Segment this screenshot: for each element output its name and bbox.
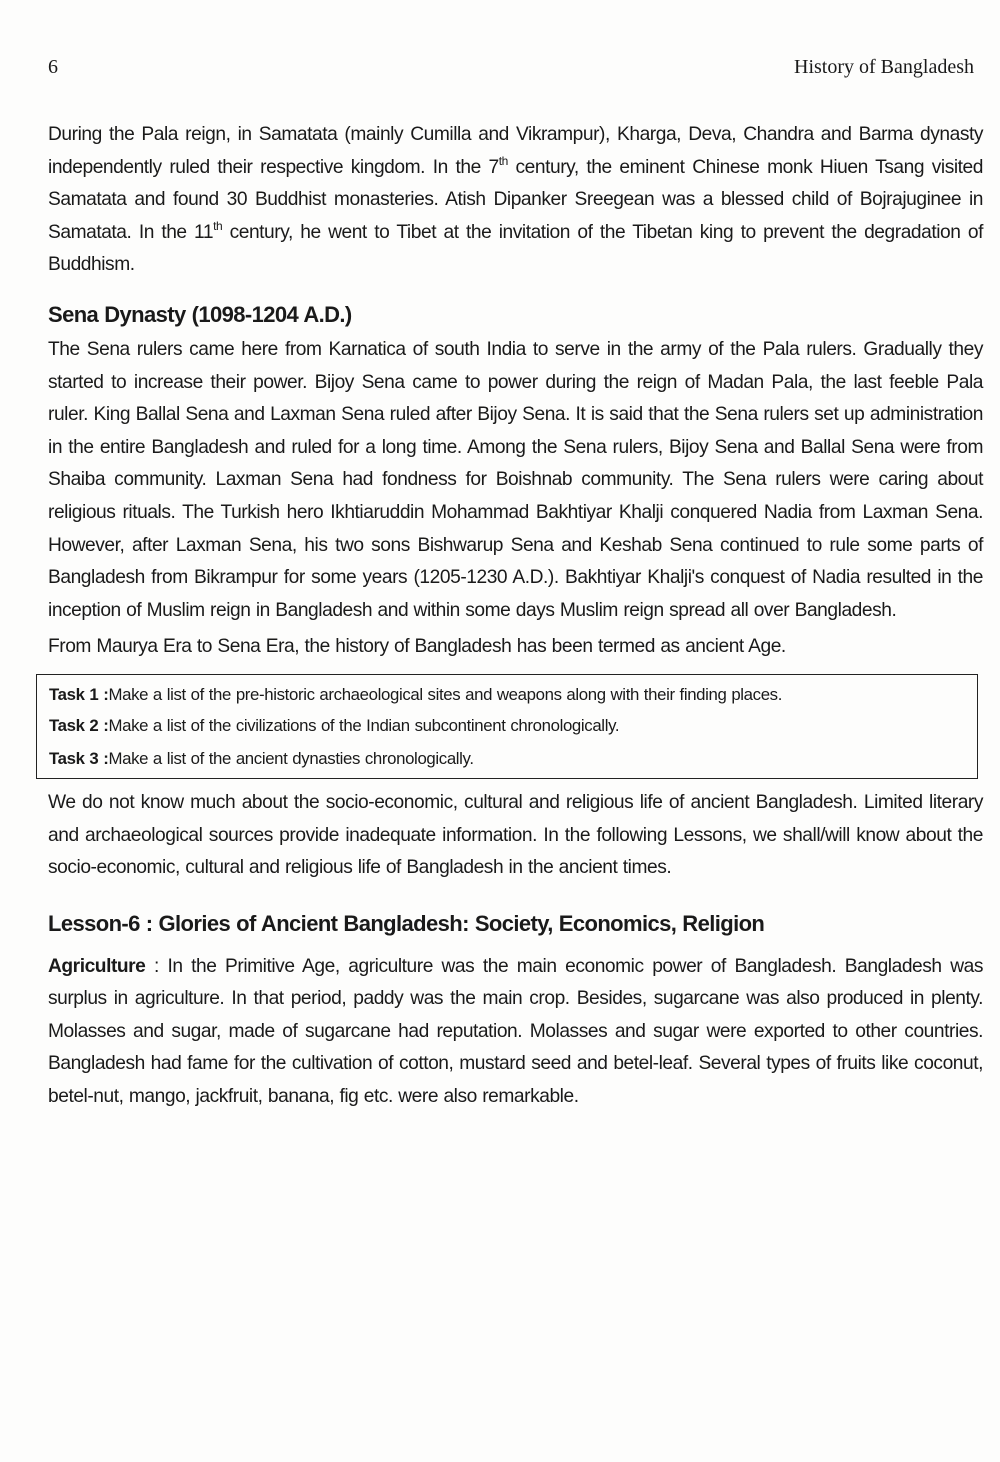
task-text: Make a list of the pre-historic archaeological sites and weapons along with their finding places.: [108, 684, 783, 704]
page-number: 6: [48, 55, 58, 78]
ancient-age-paragraph: From Maurya Era to Sena Era, the history of Bangladesh has been termed as ancient Age.: [48, 636, 786, 658]
page-body: [48, 119, 983, 1114]
socio-economic-intro-paragraph: We do not know much about the socio-economic, cultural and religious life of ancient Bangladesh. Limited literary and archaeological sources provide inadequate information. In the following Lessons, we shall/will know about the socio-economic, cultural and religious life of Bangladesh in the ancient times.: [48, 791, 983, 879]
task-box: [36, 674, 978, 779]
agriculture-paragraph: Agriculture : In the Primitive Age, agriculture was the main economic power of Bangladesh. Bangladesh was surplus in agriculture. In that period, paddy was the main crop. Besides, sugarcane was also produced in plenty. Molasses and sugar, made of sugarcane had reputation. Molasses and sugar were exported to other countries. Bangladesh had fame for the cultivation of cotton, mustard seed and betel-leaf. Several types of fruits like coconut, betel-nut, mango, jackfruit, banana, fig etc. were also remarkable.: [48, 955, 983, 1108]
lesson-heading: Lesson-6 : Glories of Ancient Bangladesh: Society, Economics, Religion: [48, 910, 765, 936]
task-item: [49, 743, 971, 774]
task-text: Make a list of the ancient dynasties chronologically.: [108, 748, 474, 768]
running-header: [48, 52, 974, 82]
task-text: Make a list of the civilizations of the Indian subcontinent chronologically.: [108, 715, 620, 735]
sena-dynasty-paragraph: The Sena rulers came here from Karnatica of south India to serve in the army of the Pala rulers. Gradually they started to increase their power. Bijoy Sena came to power during the reign of Madan Pala, the last feeble Pala ruler. King Ballal Sena and Laxman Sena ruled after Bijoy Sena. It is said that the Sena rulers set up administration in the entire Bangladesh and ruled for a long time. Among the Sena rulers, Bijoy Sena and Ballal Sena were from Shaiba community. Laxman Sena had fondness for Boishnab community. The Sena rulers were caring about religious rituals. The Turkish hero Ikhtiaruddin Mohammad Bakhtiyar Khalji conquered Nadia from Laxman Sena. However, after Laxman Sena, his two sons Bishwarup Sena and Keshab Sena continued to rule some parts of Bangladesh from Bikrampur for some years (1205-1230 A.D.). Bakhtiyar Khalji's conquest of Nadia resulted in the inception of Muslim reign in Bangladesh and within some days Muslim reign spread all over Bangladesh.: [48, 338, 983, 621]
task-label: Task 2 :: [49, 715, 109, 735]
task-item: [49, 679, 971, 710]
task-label: Task 1 :: [49, 684, 109, 704]
book-title: History of Bangladesh: [794, 55, 974, 78]
task-label: Task 3 :: [49, 748, 109, 768]
pala-samatata-paragraph: During the Pala reign, in Samatata (mainly Cumilla and Vikrampur), Kharga, Deva, Chandra and Barma dynasty independently ruled their respective kingdom. In the 7th century, the eminent Chinese monk Hiuen Tsang visited Samatata and found 30 Buddhist monasteries. Atish Dipanker Sreegean was a blessed child of Bojrajuginee in Samatata. In the 11th century, he went to Tibet at the invitation of the Tibetan king to prevent the degradation of Buddhism.: [48, 124, 983, 276]
section-heading-sena-dynasty: Sena Dynasty (1098-1204 A.D.): [48, 301, 352, 327]
agriculture-label: Agriculture: [48, 955, 146, 977]
task-item: [49, 710, 971, 741]
